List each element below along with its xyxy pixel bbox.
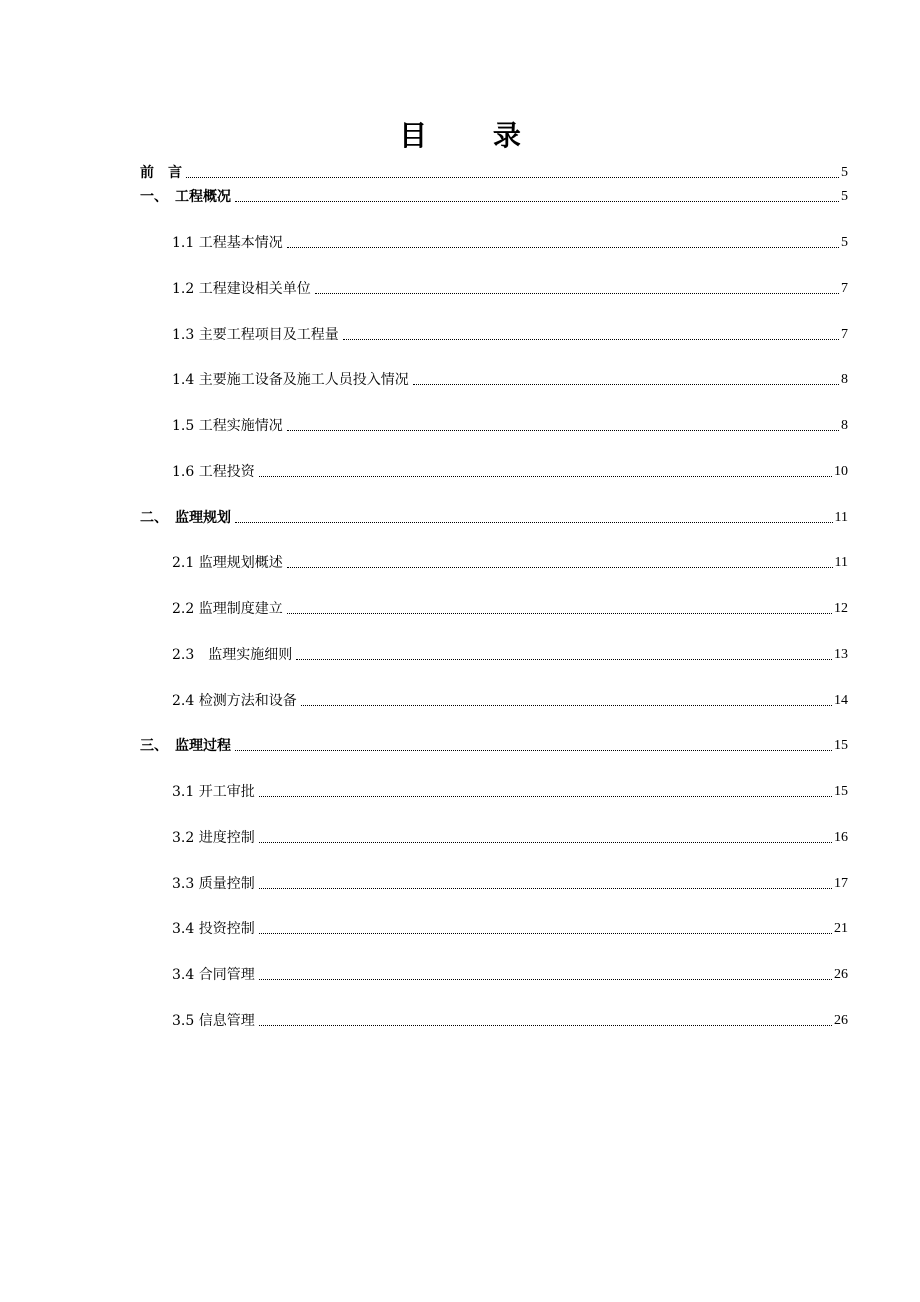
toc-entry[interactable] bbox=[140, 505, 848, 527]
toc-entry-page: 11 bbox=[834, 510, 848, 525]
toc-entry-label: 3.3 质量控制 bbox=[172, 876, 255, 892]
toc-entry-label: 二、 监理规划 bbox=[140, 510, 231, 526]
toc-entry[interactable] bbox=[140, 160, 848, 182]
toc-entry-page: 15 bbox=[834, 738, 848, 753]
dot-leader bbox=[259, 841, 832, 843]
toc-entry-page: 8 bbox=[841, 418, 848, 433]
toc-title: 目 录 bbox=[399, 119, 549, 152]
toc-entry-page: 16 bbox=[834, 830, 848, 845]
toc-entry-page: 7 bbox=[841, 327, 848, 342]
dot-leader bbox=[259, 1024, 832, 1026]
toc-entry-label: 1.3 主要工程项目及工程量 bbox=[172, 327, 339, 343]
toc-entry-label: 3.2 进度控制 bbox=[172, 830, 255, 846]
toc-entry-label: 1.1 工程基本情况 bbox=[172, 235, 283, 251]
toc-entry-label: 三、 监理过程 bbox=[140, 738, 231, 754]
toc-entry[interactable] bbox=[172, 688, 848, 710]
toc-entry-page: 26 bbox=[834, 967, 848, 982]
dot-leader bbox=[259, 475, 832, 477]
toc-entry[interactable] bbox=[172, 276, 848, 298]
toc-entry[interactable] bbox=[172, 825, 848, 847]
toc-entry[interactable] bbox=[172, 1008, 848, 1030]
toc-entry-page: 5 bbox=[841, 165, 848, 180]
toc-entry[interactable] bbox=[140, 184, 848, 206]
dot-leader bbox=[186, 176, 839, 178]
dot-leader bbox=[287, 612, 832, 614]
toc-entry-label: 3.1 开工审批 bbox=[172, 784, 255, 800]
toc-entry-page: 5 bbox=[841, 189, 848, 204]
dot-leader bbox=[259, 932, 832, 934]
dot-leader bbox=[343, 338, 839, 340]
dot-leader bbox=[287, 566, 833, 568]
toc-entry[interactable] bbox=[172, 550, 848, 572]
toc-entry[interactable] bbox=[172, 413, 848, 435]
dot-leader bbox=[301, 704, 832, 706]
toc-entry[interactable] bbox=[172, 367, 848, 389]
toc-entry-page: 13 bbox=[834, 647, 848, 662]
toc-entry-page: 12 bbox=[834, 601, 848, 616]
toc-entry-label: 3.5 信息管理 bbox=[172, 1013, 255, 1029]
toc-entry-label: 一、 工程概况 bbox=[140, 189, 231, 205]
dot-leader bbox=[413, 383, 839, 385]
toc-entry-page: 10 bbox=[834, 464, 848, 479]
toc-entry-label: 1.5 工程实施情况 bbox=[172, 418, 283, 434]
toc-entry-page: 17 bbox=[834, 876, 848, 891]
toc-entry-label: 1.2 工程建设相关单位 bbox=[172, 281, 311, 297]
toc-entry-page: 11 bbox=[834, 555, 848, 570]
dot-leader bbox=[315, 292, 839, 294]
toc-entry[interactable] bbox=[172, 642, 848, 664]
toc-entry-label: 3.4 合同管理 bbox=[172, 967, 255, 983]
toc-entry[interactable] bbox=[172, 596, 848, 618]
dot-leader bbox=[235, 749, 832, 751]
toc-entry-page: 15 bbox=[834, 784, 848, 799]
toc-entry-label: 1.4 主要施工设备及施工人员投入情况 bbox=[172, 372, 409, 388]
dot-leader bbox=[259, 887, 832, 889]
dot-leader bbox=[259, 795, 832, 797]
toc-entry-page: 26 bbox=[834, 1013, 848, 1028]
toc-entry[interactable] bbox=[140, 733, 848, 755]
toc-entry[interactable] bbox=[172, 779, 848, 801]
toc-entry-page: 7 bbox=[841, 281, 848, 296]
toc-entry-page: 21 bbox=[834, 921, 848, 936]
dot-leader bbox=[287, 429, 839, 431]
dot-leader bbox=[235, 521, 833, 523]
toc-entry[interactable] bbox=[172, 322, 848, 344]
toc-entry[interactable] bbox=[172, 871, 848, 893]
toc-entry-label: 3.4 投资控制 bbox=[172, 921, 255, 937]
toc-entry-label: 1.6 工程投资 bbox=[172, 464, 255, 480]
toc-entry[interactable] bbox=[172, 230, 848, 252]
toc-entry[interactable] bbox=[172, 962, 848, 984]
toc-entry-label: 2.4 检测方法和设备 bbox=[172, 693, 297, 709]
dot-leader bbox=[287, 246, 839, 248]
dot-leader bbox=[235, 200, 839, 202]
dot-leader bbox=[259, 978, 832, 980]
toc-entry-page: 5 bbox=[841, 235, 848, 250]
dot-leader bbox=[296, 658, 832, 660]
toc-entry-label: 2.1 监理规划概述 bbox=[172, 555, 283, 571]
toc-entry-label: 2.2 监理制度建立 bbox=[172, 601, 283, 617]
toc-entry[interactable] bbox=[172, 916, 848, 938]
toc-entry[interactable] bbox=[172, 459, 848, 481]
toc-entry-label: 2.3 监理实施细则 bbox=[172, 647, 293, 663]
toc-entry-label: 前 言 bbox=[140, 165, 182, 181]
toc-entry-page: 14 bbox=[834, 693, 848, 708]
toc-entry-page: 8 bbox=[841, 372, 848, 387]
